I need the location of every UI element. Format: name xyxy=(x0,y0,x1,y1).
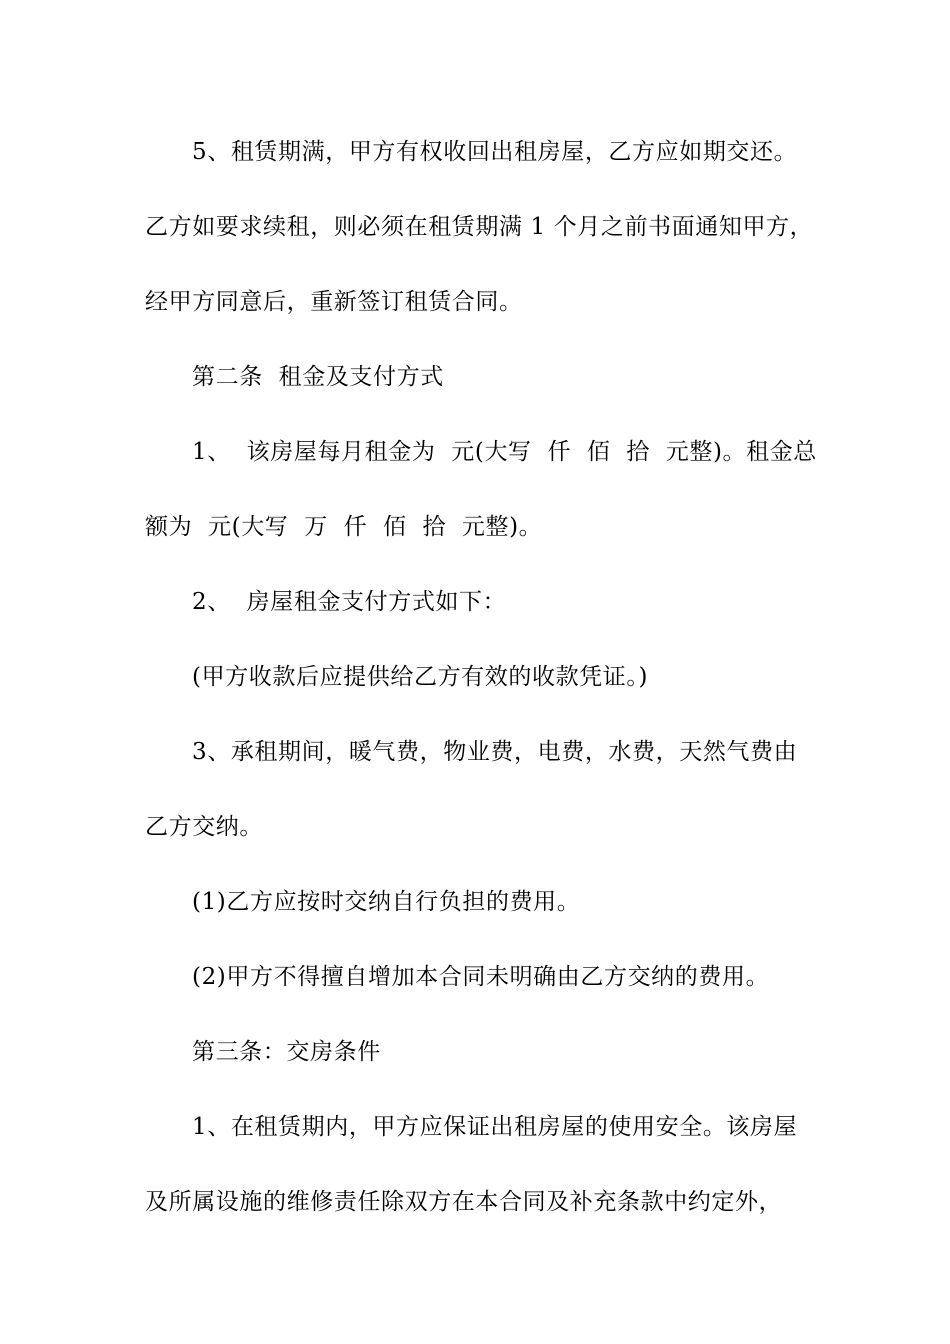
paragraph-line-rent-amount: 1、 该房屋每月租金为 元(大写 仟 佰 拾 元整)。租金总 xyxy=(192,439,817,465)
paragraph-line-maintenance: 及所属设施的维修责任除双方在本合同及补充条款中约定外， xyxy=(145,1189,783,1215)
article-3-heading: 第三条：交房条件 xyxy=(192,1039,381,1065)
paragraph-line-total-rent: 额为 元(大写 万 仟 佰 拾 元整)。 xyxy=(145,514,543,540)
paragraph-line-fees-2: (2)甲方不得擅自增加本合同未明确由乙方交纳的费用。 xyxy=(192,964,770,990)
paragraph-line-utilities: 3、承租期间，暖气费，物业费，电费，水费，天然气费由 xyxy=(192,739,798,765)
paragraph-line-fees-1: (1)乙方应按时交纳自行负担的费用。 xyxy=(192,889,581,915)
article-2-heading: 第二条 租金及支付方式 xyxy=(192,364,444,390)
paragraph-line-payment-method: 2、 房屋租金支付方式如下： xyxy=(192,589,507,615)
paragraph-line-property-safety: 1、在租赁期内，甲方应保证出租房屋的使用安全。该房屋 xyxy=(192,1114,798,1140)
paragraph-line-clause-5-renewal: 5、租赁期满，甲方有权收回出租房屋，乙方应如期交还。 xyxy=(192,139,798,165)
paragraph-line-payment-receipt: (甲方收款后应提供给乙方有效的收款凭证。) xyxy=(192,664,649,690)
paragraph-line-renewal-contract: 经甲方同意后，重新签订租赁合同。 xyxy=(145,289,523,315)
paragraph-line-renewal-notice: 乙方如要求续租，则必须在租赁期满 1 个月之前书面通知甲方， xyxy=(145,214,814,240)
paragraph-line-utilities-payer: 乙方交纳。 xyxy=(145,814,263,840)
